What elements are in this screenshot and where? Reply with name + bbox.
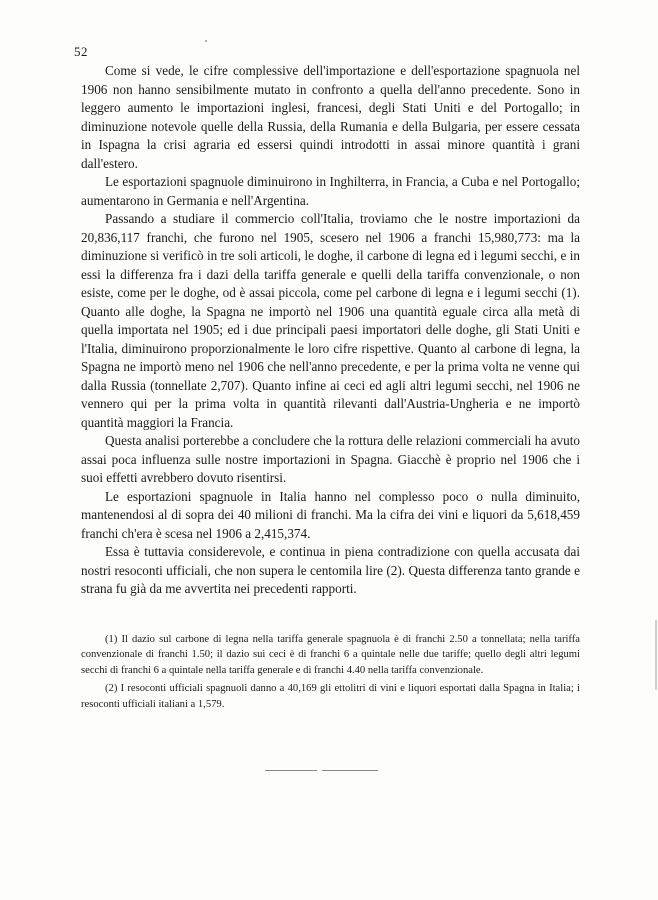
page-number: 52	[74, 44, 88, 59]
end-rule-left	[265, 770, 317, 771]
footnotes	[81, 632, 580, 715]
page-edge-mark	[655, 620, 657, 690]
paragraph: Passando a studiare il commercio coll'Italia, troviamo che le nostre importazioni da 20,836,117 franchi, che furono nel 1905, scesero nel 1906 a franchi 15,980,773: ma la diminuzione si verificò in tre soli articoli, le doghe, il carbone di legna ed i legumi secchi, e in essi la differenza fra i dazi della tariffa generale e quelli della tariffa convenzionale, o non esiste, come per le doghe, od è assai piccola, come pel carbone di legna e i legumi secchi (1). Quanto alle doghe, la Spagna ne importò nel 1906 una quantità eguale circa alla metà di quella importata nel 1905; ed i due principali paesi importatori delle doghe, gli Stati Uniti e l'Italia, diminuirono proporzionalmente le loro cifre rispettive. Quanto al carbone di legna, la Spagna ne importò meno nel 1906 che nell'anno precedente, e per la prima volta ne venne qui dalla Russia (tonnellate 2,707). Quanto infine ai ceci ed agli altri legumi secchi, nel 1906 ne vennero qui per la prima volta in quantità rilevanti dall'Austria-Ungheria e ne importò quantità maggiori la Francia.	[81, 211, 580, 430]
paragraph: Le esportazioni spagnuole diminuirono in Inghilterra, in Francia, a Cuba e nel Portogallo; aumentarono in Germania e nell'Argentina.	[81, 174, 580, 208]
paper-speck	[205, 40, 207, 42]
paragraph: Questa analisi porterebbe a concludere che la rottura delle relazioni commerciali ha avuto assai poca influenza sulle nostre importazioni in Spagna. Giacchè è proprio nel 1906 che i suoi effetti avrebbero dovuto risentirsi.	[81, 433, 580, 485]
paragraph: Come si vede, le cifre complessive dell'importazione e dell'esportazione spagnuola nel 1906 non hanno sensibilmente mutato in confronto a quella dell'anno precedente. Sono in leggero aumento le importazioni inglesi, francesi, degli Stati Uniti e del Portogallo; in diminuzione notevole quelle della Russia, della Rumania e della Bulgaria, per essere cessata in Ispagna la crisi agraria ed essersi quindi introdotti in assai minore quantità i grani dall'estero.	[81, 63, 580, 171]
paragraph: Le esportazioni spagnuole in Italia hanno nel complesso poco o nulla diminuito, mantenendosi al di sopra dei 40 milioni di franchi. Ma la cifra dei vini e liquori da 5,618,459 franchi ch'era è scesa nel 1906 a 2,415,374.	[81, 488, 580, 541]
footnote: (1) Il dazio sul carbone di legna nella tariffa generale spagnuola è di franchi 2.50 a tonnellata; nella tariffa convenzionale di franchi 1.50; il dazio sui ceci è di franchi 6 a quintale nelle due tariffe; quello degli altri legumi secchi di franchi 6 a quintale nella tariffa generale e di franchi 4.40 nella tariffa convenzionale.	[81, 634, 580, 676]
paragraph: Essa è tuttavia considerevole, e continua in piena contradizione con quella accusata dai nostri resoconti ufficiali, che non supera le centomila lire (2). Questa differenza tanto grande e strana fu già da me avvertita nei precedenti rapporti.	[81, 544, 580, 596]
end-rule-right	[322, 770, 378, 771]
body-text	[81, 62, 580, 599]
footnote: (2) I resoconti ufficiali spagnuoli danno a 40,169 gli ettolitri di vini e liquori esportati dalla Spagna in Italia; i resoconti ufficiali italiani a 1,579.	[81, 683, 580, 710]
